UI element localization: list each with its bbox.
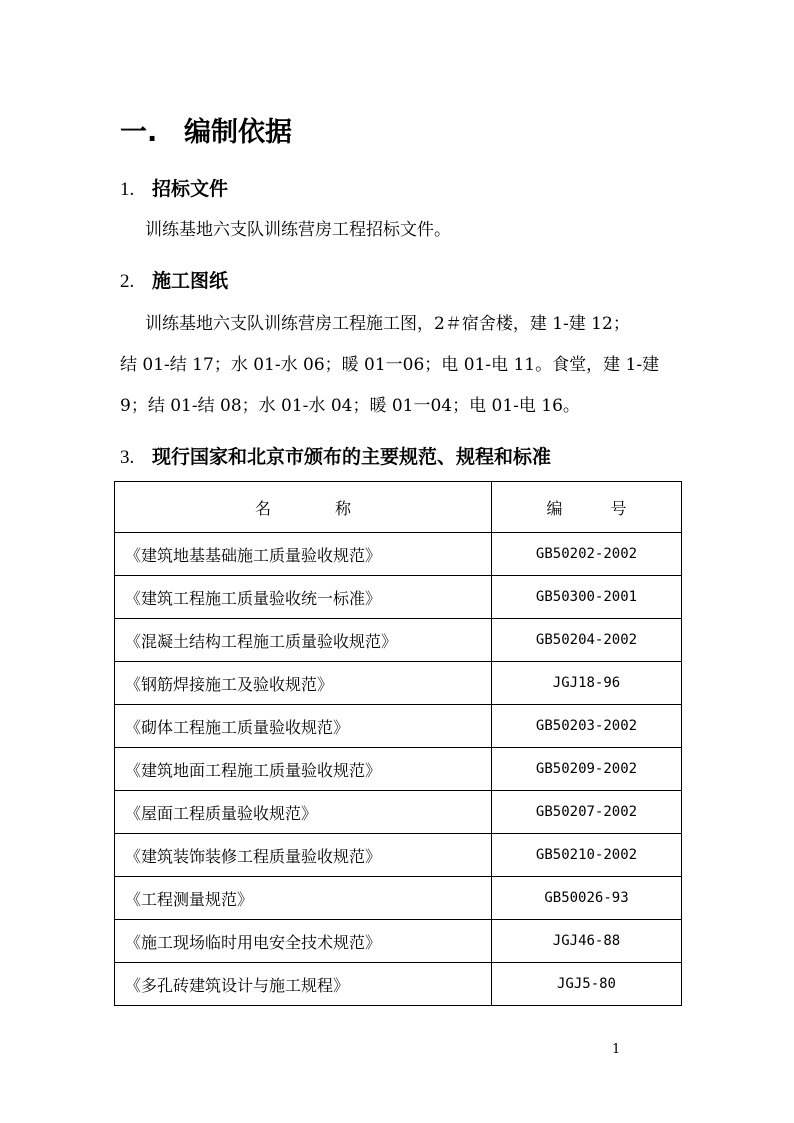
table-row — [115, 533, 682, 576]
table-row — [115, 963, 682, 1006]
section-heading-3 — [120, 442, 551, 469]
table-row — [115, 791, 682, 834]
section-heading-1 — [120, 174, 228, 201]
table-row — [115, 834, 682, 877]
table-row — [115, 877, 682, 920]
table-row — [115, 920, 682, 963]
section-2-text — [120, 304, 680, 427]
standard-name: 《建筑装饰装修工程质量验收规范》 — [115, 834, 492, 877]
chapter-number: 一. — [120, 117, 158, 148]
standard-code: JGJ46-88 — [492, 920, 682, 963]
standard-name: 《混凝土结构工程施工质量验收规范》 — [115, 619, 492, 662]
standard-code: JGJ5-80 — [492, 963, 682, 1006]
table-row — [115, 662, 682, 705]
paragraph-line: 9；结 01-结 08；水 01-水 04；暖 01一04；电 01-电 16。 — [120, 396, 580, 416]
table-row — [115, 619, 682, 662]
standard-name: 《建筑地面工程施工质量验收规范》 — [115, 748, 492, 791]
section-heading-2 — [120, 266, 228, 293]
table-row — [115, 748, 682, 791]
section-number: 3. — [120, 447, 135, 468]
standard-name: 《施工现场临时用电安全技术规范》 — [115, 920, 492, 963]
page-number: 1 — [612, 1042, 621, 1057]
standard-code: GB50209-2002 — [492, 748, 682, 791]
section-title: 招标文件 — [152, 178, 229, 200]
header-code: 编 号 — [492, 482, 682, 533]
table-row — [115, 576, 682, 619]
standard-code: JGJ18-96 — [492, 662, 682, 705]
standard-name: 《工程测量规范》 — [115, 877, 492, 920]
standard-code: GB50026-93 — [492, 877, 682, 920]
standard-name: 《建筑地基基础施工质量验收规范》 — [115, 533, 492, 576]
paragraph-line: 结 01-结 17；水 01-水 06；暖 01一06；电 01-电 11。食堂，建 1-建 — [120, 355, 660, 375]
standard-code: GB50207-2002 — [492, 791, 682, 834]
paragraph-line: 训练基地六支队训练营房工程施工图，2＃宿舍楼，建 1-建 12； — [145, 314, 630, 334]
standards-table — [114, 481, 682, 1006]
section-title: 施工图纸 — [152, 270, 229, 292]
section-number: 2. — [120, 271, 135, 292]
standard-code: GB50203-2002 — [492, 705, 682, 748]
standard-name: 《砌体工程施工质量验收规范》 — [115, 705, 492, 748]
standard-code: GB50210-2002 — [492, 834, 682, 877]
table-header-row — [115, 482, 682, 533]
standard-code: GB50300-2001 — [492, 576, 682, 619]
section-1-text — [120, 210, 680, 251]
paragraph-line: 训练基地六支队训练营房工程招标文件。 — [145, 220, 451, 240]
standard-name: 《钢筋焊接施工及验收规范》 — [115, 662, 492, 705]
table-row — [115, 705, 682, 748]
standard-name: 《屋面工程质量验收规范》 — [115, 791, 492, 834]
standard-code: GB50204-2002 — [492, 619, 682, 662]
section-number: 1. — [120, 179, 135, 200]
standard-code: GB50202-2002 — [492, 533, 682, 576]
chapter-heading — [120, 110, 292, 149]
standard-name: 《建筑工程施工质量验收统一标准》 — [115, 576, 492, 619]
header-name: 名 称 — [115, 482, 492, 533]
section-title: 现行国家和北京市颁布的主要规范、规程和标准 — [152, 446, 552, 468]
standard-name: 《多孔砖建筑设计与施工规程》 — [115, 963, 492, 1006]
chapter-title: 编制依据 — [184, 117, 292, 148]
